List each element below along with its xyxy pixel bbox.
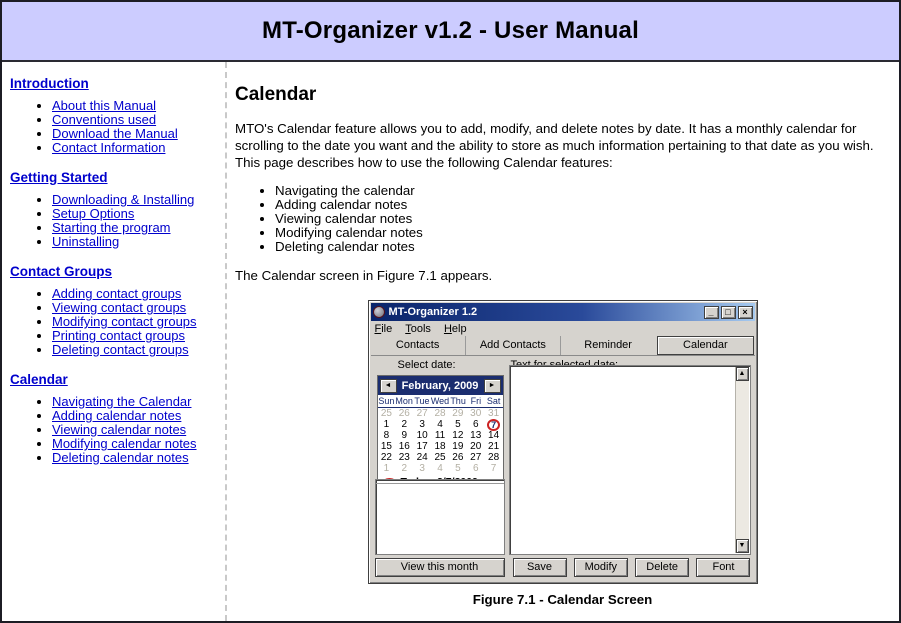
calendar-day: 13 — [470, 430, 482, 441]
list-item — [52, 329, 219, 343]
select-date-label: Select date: — [397, 359, 456, 371]
calendar-day: 6 — [472, 419, 479, 430]
page-layout — [2, 62, 899, 621]
page-header — [2, 2, 899, 62]
app-window-screenshot — [368, 300, 758, 584]
sidebar-item-download-the-manual[interactable]: Download the Manual — [52, 126, 178, 141]
calendar-week-row — [378, 408, 503, 419]
list-item — [52, 221, 219, 235]
app-titlebar — [371, 303, 755, 321]
calendar-day: 1 — [383, 419, 390, 430]
next-month-icon: ► — [484, 379, 501, 393]
feature-list — [235, 184, 890, 254]
menu-file: File — [374, 322, 393, 335]
action-buttons-row — [513, 558, 751, 577]
calendar-month-label: February, 2009 — [401, 379, 479, 392]
feature-item: • Adding calendar notes — [275, 198, 890, 212]
list-item — [52, 193, 219, 207]
calendar-day-today — [485, 419, 503, 430]
calendar-day: 31 — [488, 408, 500, 419]
calendar-day: 15 — [380, 441, 392, 452]
day-name: Thu — [450, 396, 466, 406]
minimize-icon: _ — [704, 306, 719, 319]
sidebar-nav — [2, 62, 227, 621]
calendar-week-row — [378, 441, 503, 452]
month-calendar-widget — [377, 375, 504, 491]
calendar-day: 29 — [452, 408, 464, 419]
list-item — [52, 423, 219, 437]
calendar-day: 7 — [490, 463, 497, 474]
calendar-day: 3 — [419, 463, 425, 474]
calendar-day: 2 — [401, 463, 408, 474]
calendar-week-row — [378, 419, 503, 430]
sidebar-item-starting-the-program[interactable]: Starting the program — [52, 220, 171, 235]
sidebar-item-about-this-manual[interactable]: About this Manual — [52, 98, 157, 113]
calendar-day: 26 — [398, 408, 410, 419]
day-name: Mon — [395, 396, 413, 406]
list-item — [52, 451, 219, 465]
feature-item: • Modifying calendar notes — [275, 226, 890, 240]
day-name: Sat — [486, 396, 501, 406]
app-tabstrip — [371, 336, 755, 356]
day-name: Fri — [470, 396, 482, 406]
calendar-day: 21 — [488, 441, 500, 452]
sidebar-item-viewing-calendar-notes[interactable]: Viewing calendar notes — [52, 422, 187, 437]
calendar-day: 2 — [401, 419, 408, 430]
calendar-day: 6 — [472, 463, 479, 474]
list-item — [52, 437, 219, 451]
scroll-up-icon: ▲ — [736, 367, 749, 381]
calendar-day: 22 — [380, 452, 392, 463]
sidebar-item-contact-information[interactable]: Contact Information — [52, 140, 166, 155]
figure-caption: Figure 7.1 - Calendar Screen — [472, 592, 653, 607]
calendar-day: 17 — [416, 441, 428, 452]
calendar-day: 4 — [437, 419, 443, 430]
app-window-inner — [371, 303, 755, 581]
calendar-day-names — [378, 395, 503, 408]
sidebar-item-modifying-calendar-notes[interactable]: Modifying calendar notes — [52, 436, 197, 451]
calendar-day: 18 — [434, 441, 446, 452]
prev-month-icon: ◄ — [380, 379, 397, 393]
view-this-month-button: View this month — [375, 558, 505, 577]
sidebar-list-getting-started — [10, 193, 219, 249]
sidebar-heading-getting-started[interactable]: Getting Started — [10, 170, 108, 185]
sidebar-list-calendar — [10, 395, 219, 465]
tab-reminder: Reminder — [560, 336, 655, 355]
figure-note: The Calendar screen in Figure 7.1 appears. — [235, 268, 493, 283]
vertical-scrollbar — [735, 367, 749, 553]
calendar-day: 24 — [416, 452, 428, 463]
maximize-icon: □ — [721, 306, 736, 319]
sidebar-heading-introduction[interactable]: Introduction — [10, 76, 89, 91]
day-name: Sun — [378, 396, 395, 406]
calendar-day: 9 — [401, 430, 408, 441]
sidebar-item-conventions-used[interactable]: Conventions used — [52, 112, 157, 127]
feature-item: • Viewing calendar notes — [275, 212, 890, 226]
calendar-day: 1 — [383, 463, 390, 474]
tab-add-contacts: Add Contacts — [465, 336, 560, 355]
sidebar-item-adding-calendar-notes[interactable]: Adding calendar notes — [52, 408, 182, 423]
page-title: MT-Organizer v1.2 - User Manual — [262, 17, 639, 44]
calendar-day: 5 — [455, 463, 461, 474]
list-item — [52, 287, 219, 301]
calendar-day: 12 — [452, 430, 464, 441]
calendar-day: 8 — [383, 430, 390, 441]
day-name: Tue — [414, 396, 430, 406]
intro-paragraph: MTO's Calendar feature allows you to add, modify, and delete notes by date. It has a monthly calendar for scrolling to the date you want and the ability to store as much information pertaining to that date as you wish. This page describes how to use the following Calendar features: — [235, 121, 874, 170]
notes-listbox — [375, 479, 505, 555]
calendar-day: 4 — [437, 463, 443, 474]
tab-contacts: Contacts — [395, 339, 440, 351]
calendar-day: 28 — [434, 408, 446, 419]
sidebar-item-viewing-contact-groups[interactable]: Viewing contact groups — [52, 300, 187, 315]
list-item — [52, 343, 219, 357]
list-item — [52, 113, 219, 127]
calendar-day: 28 — [488, 452, 500, 463]
calendar-week-row — [378, 463, 503, 474]
calendar-day: 5 — [455, 419, 461, 430]
scroll-down-icon: ▼ — [736, 539, 749, 553]
list-item — [52, 235, 219, 249]
modify-button: Modify — [574, 558, 628, 577]
close-icon: × — [738, 306, 753, 319]
menu-help: Help — [443, 322, 467, 335]
app-menubar — [371, 321, 755, 336]
feature-item: • Deleting calendar notes — [275, 240, 890, 254]
feature-item: • Navigating the calendar — [275, 184, 890, 198]
calendar-day: 19 — [452, 441, 464, 452]
app-logo-icon — [373, 306, 385, 318]
note-textarea — [509, 365, 751, 555]
window-controls — [704, 306, 753, 319]
sidebar-heading-contact-groups[interactable]: Contact Groups — [10, 264, 113, 279]
calendar-day: 23 — [398, 452, 410, 463]
calendar-day: 20 — [470, 441, 482, 452]
sidebar-list-contact-groups — [10, 287, 219, 357]
sidebar-list-introduction — [10, 99, 219, 155]
list-item — [52, 99, 219, 113]
sidebar-item-uninstalling[interactable]: Uninstalling — [52, 234, 120, 249]
calendar-day: 25 — [380, 408, 392, 419]
day-name: Wed — [430, 396, 450, 406]
app-window-title: MT-Organizer 1.2 — [388, 306, 478, 318]
calendar-day: 26 — [452, 452, 464, 463]
calendar-week-row — [378, 430, 503, 441]
sidebar-item-deleting-contact-groups[interactable]: Deleting contact groups — [52, 342, 189, 357]
tab-calendar: Calendar — [657, 336, 753, 355]
delete-button: Delete — [635, 558, 689, 577]
font-button: Font — [696, 558, 750, 577]
save-button: Save — [513, 558, 567, 577]
listbox-divider — [376, 480, 504, 484]
sidebar-heading-calendar[interactable]: Calendar — [10, 372, 68, 387]
list-item — [52, 127, 219, 141]
sidebar-item-deleting-calendar-notes[interactable]: Deleting calendar notes — [52, 450, 189, 465]
content-title: Calendar — [235, 84, 317, 105]
list-item — [52, 395, 219, 409]
calendar-day: 11 — [434, 430, 446, 441]
calendar-day: 16 — [398, 441, 410, 452]
figure-image — [368, 300, 758, 607]
calendar-day: 30 — [470, 408, 482, 419]
sidebar-item-setup-options[interactable]: Setup Options — [52, 206, 135, 221]
sidebar-item-navigating-the-calendar[interactable]: Navigating the Calendar — [52, 394, 192, 409]
calendar-header — [378, 376, 503, 395]
list-item — [52, 207, 219, 221]
calendar-week-row — [378, 452, 503, 463]
list-item — [52, 301, 219, 315]
calendar-day: 27 — [416, 408, 428, 419]
calendar-day: 25 — [434, 452, 446, 463]
sidebar-item-downloading-installing[interactable]: Downloading & Installing — [52, 192, 195, 207]
list-item — [52, 409, 219, 423]
calendar-day: 3 — [419, 419, 425, 430]
today-circle-icon: 7 — [487, 419, 500, 431]
calendar-day: 10 — [416, 430, 428, 441]
calendar-day: 27 — [470, 452, 482, 463]
calendar-day: 14 — [488, 430, 500, 441]
list-item — [52, 315, 219, 329]
sidebar-item-adding-contact-groups[interactable]: Adding contact groups — [52, 286, 182, 301]
list-item — [52, 141, 219, 155]
menu-tools: Tools — [405, 322, 431, 335]
sidebar-item-printing-contact-groups[interactable]: Printing contact groups — [52, 328, 185, 343]
main-content — [227, 62, 901, 621]
sidebar-item-modifying-contact-groups[interactable]: Modifying contact groups — [52, 314, 197, 329]
